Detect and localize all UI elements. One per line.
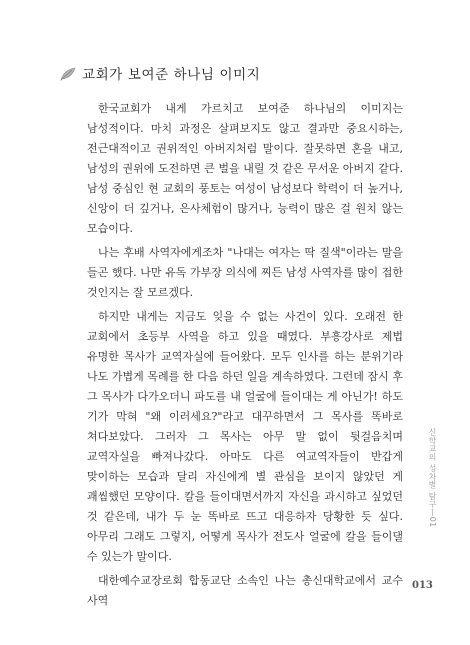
running-head: 신학교의 성차별 탐구ㅣ01 (428, 428, 437, 528)
leaf-icon (60, 66, 76, 80)
paragraph-1: 한국교회가 내게 가르치고 보여준 하나님의 이미지는 남성적이다. 마치 과정은 살펴보지도 않고 결과만 중요시하는, 전근대적이고 권위적인 아버지처럼 말이다. 잘못하면 혼을 내고, 남성의 권위에 도전하면 큰 벌을 내릴 것 같은 무서운 아버지 같다. 남성 중심인 현 교회의 풍토는 여성이 남성보다 학력이 더 높거나, 신앙이 더 깊거나, 은사체험이 많거나, 능력이 많은 걸 원치 않는 모습이다. (87, 102, 403, 235)
paragraph-2: 나는 후배 사역자에게조차 "나대는 여자는 딱 질색"이라는 말을 들곤 했다. 나만 유독 가부장 의식에 찌든 남성 사역자를 많이 접한 것인지는 잘 모르겠다. (87, 246, 403, 299)
paragraph-4: 대한예수교장로회 합동교단 소속인 나는 총신대학교에서 교수 사역 (87, 574, 403, 607)
section-heading (60, 63, 260, 83)
section-title: 교회가 보여준 하나님 이미지 (82, 67, 261, 83)
page-number: 013 (412, 580, 433, 591)
body-text (87, 99, 403, 615)
paragraph-3: 하지만 내게는 지금도 잊을 수 없는 사건이 있다. 오래전 한 교회에서 초등부 사역을 하고 있을 때였다. 부흥강사로 제법 유명한 목사가 교역자실에 들어왔다. 모두 인사를 하는 분위기라 나도 가볍게 목례를 한 다음 하던 일을 계속하였다. 그런데 잠시 후 그 목사가 다가오더니 파도를 내 얼굴에 들이대는 게 아닌가! 하도 기가 막혀 "왜 이러세요?"라고 대꾸하면서 그 목사를 똑바로 쳐다보았다. 그러자 그 목사는 아무 말 없이 뒷걸음치며 교역자실을 빠져나갔다. 아마도 다른 여교역자들이 반갑게 맞이하는 모습과 달리 자신에게 별 관심을 보이지 않았던 게 괘씸했던 모양이다. 칼을 들이대면서까지 자신을 과시하고 싶었던 것 같은데, 내가 두 눈 똑바로 뜨고 대응하자 당황한 듯 싶다. 아무리 그래도 그렇지, 어떻게 목사가 전도사 얼굴에 칼을 들이댈 수 있는가 말이다. (87, 310, 403, 563)
